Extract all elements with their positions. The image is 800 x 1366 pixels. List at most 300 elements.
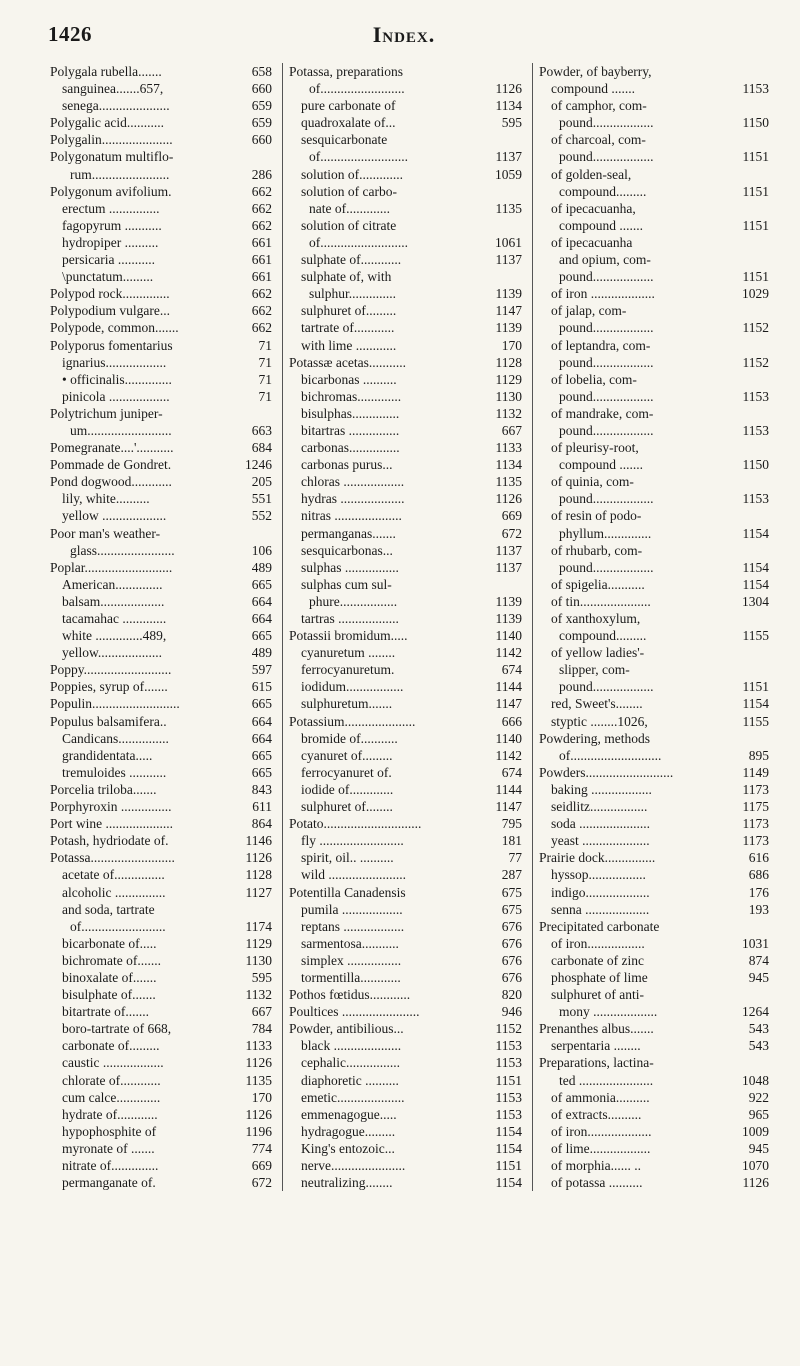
entry-term: pinicola .................. [62, 388, 170, 404]
entry-page-ref: 667 [501, 422, 522, 438]
entry-page-ref: 1150 [742, 457, 769, 473]
entry-term: of resin of podo- [551, 508, 642, 524]
entry-page-ref: 170 [501, 337, 522, 353]
index-entry [289, 832, 522, 849]
index-entry [50, 542, 272, 559]
index-entry [289, 781, 522, 798]
entry-term: American.............. [62, 576, 163, 592]
entry-term: serpentaria ........ [551, 1038, 641, 1054]
entry-page-ref: 661 [251, 234, 272, 250]
index-entry [50, 302, 272, 319]
entry-page-ref: 1133 [495, 440, 522, 456]
entry-page-ref: 1151 [495, 1072, 522, 1088]
entry-term: phure................. [309, 593, 398, 609]
index-entry [539, 405, 769, 422]
entry-term: slipper, com- [559, 662, 630, 678]
index-entry [289, 969, 522, 986]
entry-page-ref: 1059 [495, 166, 522, 182]
index-entry [289, 354, 522, 371]
index-entry [539, 918, 769, 935]
entry-page-ref: 1140 [495, 730, 522, 746]
entry-term: pound.................. [559, 269, 654, 285]
entry-term: pure carbonate of [301, 98, 396, 114]
index-entry [289, 678, 522, 695]
entry-page-ref: 1153 [742, 81, 769, 97]
index-entry [539, 1140, 769, 1157]
index-entry [539, 507, 769, 524]
entry-term: solution of............. [301, 166, 404, 182]
index-entry [289, 183, 522, 200]
entry-term: of iron ................... [551, 286, 655, 302]
index-entry [289, 473, 522, 490]
entry-term: Powdering, methods [539, 730, 650, 746]
entry-term: Potassa......................... [50, 850, 175, 866]
index-entry [50, 183, 272, 200]
entry-page-ref: 945 [748, 969, 769, 985]
entry-term: pumila .................. [301, 901, 403, 917]
entry-page-ref: 672 [251, 1175, 272, 1191]
entry-term: rum....................... [70, 166, 170, 182]
entry-term: bisulphas.............. [301, 405, 400, 421]
entry-page-ref: 667 [251, 1004, 272, 1020]
index-entry [289, 285, 522, 302]
entry-term: acetate of............... [62, 867, 165, 883]
entry-term: sulphate of, with [301, 269, 392, 285]
entry-term: compound ....... [551, 81, 635, 97]
index-entry [50, 969, 272, 986]
entry-page-ref: 1126 [495, 491, 522, 507]
index-entry [50, 918, 272, 935]
entry-page-ref: 660 [251, 81, 272, 97]
index-entry [539, 593, 769, 610]
entry-page-ref: 843 [251, 781, 272, 797]
index-entry [50, 473, 272, 490]
entry-page-ref: 1130 [245, 952, 272, 968]
index-entry [50, 661, 272, 678]
index-entry [539, 627, 769, 644]
index-entry [289, 200, 522, 217]
entry-term: Polyporus fomentarius [50, 337, 173, 353]
index-entry [289, 593, 522, 610]
entry-page-ref: 1154 [495, 1123, 522, 1139]
index-column-2 [282, 63, 522, 1191]
index-entry [50, 593, 272, 610]
entry-term: senna ................... [551, 901, 650, 917]
entry-term: pound.................. [559, 491, 654, 507]
entry-term: sarmentosa........... [301, 935, 399, 951]
index-entry [289, 884, 522, 901]
entry-term: pound.................. [559, 354, 654, 370]
entry-term: iodidum................. [301, 679, 404, 695]
entry-page-ref: 895 [748, 747, 769, 763]
entry-page-ref: 658 [251, 64, 272, 79]
entry-page-ref: 676 [501, 969, 522, 985]
entry-page-ref: 1173 [742, 816, 769, 832]
index-entry [289, 268, 522, 285]
entry-term: of yellow ladies'- [551, 645, 645, 661]
entry-term: of morphia...... .. [551, 1158, 641, 1173]
index-entry [539, 969, 769, 986]
entry-page-ref: 1174 [245, 918, 272, 934]
index-entry [50, 525, 272, 542]
entry-page-ref: 774 [251, 1140, 272, 1156]
entry-page-ref: 1126 [742, 1175, 769, 1191]
entry-page-ref: 1153 [495, 1055, 522, 1071]
index-entry [539, 490, 769, 507]
entry-term: simplex ................ [301, 952, 402, 968]
index-entry [50, 319, 272, 336]
entry-term: of iron................... [551, 1123, 652, 1139]
entry-page-ref: 674 [501, 764, 522, 780]
entry-term: lily, white.......... [62, 491, 150, 507]
entry-term: quadroxalate of... [301, 115, 396, 131]
entry-term: tartrate of............ [301, 320, 395, 336]
entry-page-ref: 665 [251, 764, 272, 780]
entry-page-ref: 664 [251, 730, 272, 746]
entry-term: \punctatum......... [62, 269, 154, 285]
entry-term: of mandrake, com- [551, 405, 654, 421]
index-entry [539, 251, 769, 268]
entry-term: ignarius.................. [62, 354, 167, 370]
entry-term: wild ....................... [301, 867, 407, 883]
entry-term: of lobelia, com- [551, 371, 637, 387]
entry-term: carbonas purus... [301, 457, 393, 473]
entry-term: sulphas ................ [301, 559, 399, 575]
entry-term: permanganate of. [62, 1175, 156, 1191]
entry-page-ref: 1154 [742, 576, 769, 592]
entry-page-ref: 1133 [245, 1038, 272, 1054]
index-entry [539, 1072, 769, 1089]
entry-term: reptans .................. [301, 918, 405, 934]
entry-page-ref: 676 [501, 935, 522, 951]
index-entry [539, 525, 769, 542]
entry-page-ref: 1196 [245, 1123, 272, 1139]
entry-page-ref: 1153 [495, 1089, 522, 1105]
index-entry [50, 559, 272, 576]
entry-page-ref: 1264 [742, 1004, 769, 1020]
index-entry [539, 576, 769, 593]
entry-term: seidlitz................. [551, 799, 648, 815]
entry-page-ref: 664 [251, 713, 272, 729]
entry-page-ref: 1173 [742, 781, 769, 797]
entry-page-ref: 864 [251, 816, 272, 832]
entry-page-ref: 659 [251, 115, 272, 131]
index-entry [50, 798, 272, 815]
index-entry [289, 439, 522, 456]
entry-term: Poplar.......................... [50, 559, 173, 575]
index-entry [289, 166, 522, 183]
index-entry [539, 319, 769, 336]
entry-page-ref: 1151 [742, 217, 769, 233]
entry-term: bicarbonas .......... [301, 371, 397, 387]
entry-page-ref: 665 [251, 628, 272, 644]
entry-term: Preparations, lactina- [539, 1055, 654, 1071]
index-entry [539, 131, 769, 148]
entry-page-ref: 922 [748, 1089, 769, 1105]
index-entry [289, 525, 522, 542]
index-column-3 [532, 63, 769, 1191]
index-entry [50, 849, 272, 866]
entry-page-ref: 552 [251, 508, 272, 524]
entry-page-ref: 1149 [742, 764, 769, 780]
entry-term: Potentilla Canadensis [289, 884, 406, 900]
entry-term: bichromas............. [301, 388, 402, 404]
entry-term: styptic ........1026, [551, 713, 648, 729]
index-entry [50, 1174, 272, 1191]
index-entry [539, 661, 769, 678]
entry-term: yeast .................... [551, 833, 650, 849]
index-entry [539, 1174, 769, 1191]
entry-page-ref: 675 [501, 884, 522, 900]
index-entry [289, 1140, 522, 1157]
entry-term: tormentilla............ [301, 969, 401, 985]
entry-page-ref: 181 [501, 833, 522, 849]
entry-term: Prenanthes albus....... [539, 1021, 654, 1037]
entry-page-ref: 945 [748, 1140, 769, 1156]
entry-page-ref: 1142 [495, 645, 522, 661]
entry-term: Polygonatum multiflo- [50, 149, 174, 165]
index-entry [50, 1003, 272, 1020]
entry-term: pound.................. [559, 115, 654, 131]
entry-page-ref: 686 [748, 867, 769, 883]
entry-term: boro-tartrate of 668, [62, 1021, 172, 1037]
index-entry [289, 935, 522, 952]
entry-page-ref: 1137 [495, 559, 522, 575]
index-entry [50, 456, 272, 473]
index-entry [50, 952, 272, 969]
entry-page-ref: 665 [251, 576, 272, 592]
index-entry [289, 319, 522, 336]
index-entry [539, 456, 769, 473]
entry-term: black .................... [301, 1038, 402, 1054]
entry-term: hydragogue......... [301, 1123, 396, 1139]
index-entry [50, 405, 272, 422]
entry-term: of ipecacuanha, [551, 200, 636, 216]
entry-term: Porphyroxin ............... [50, 799, 172, 815]
index-entry [539, 302, 769, 319]
entry-page-ref: 663 [251, 422, 272, 438]
index-entry [539, 200, 769, 217]
index-entry [289, 1089, 522, 1106]
entry-page-ref: 170 [251, 1089, 272, 1105]
entry-term: Potassii bromidum..... [289, 628, 408, 644]
index-entry [50, 285, 272, 302]
entry-term: senega..................... [62, 98, 170, 114]
entry-term: Poultices ....................... [289, 1004, 420, 1020]
index-entry [50, 832, 272, 849]
entry-page-ref: 71 [258, 371, 272, 387]
entry-term: grandidentata..... [62, 747, 153, 763]
entry-page-ref: 595 [251, 969, 272, 985]
index-entry [289, 1174, 522, 1191]
entry-term: carbonate of zinc [551, 952, 644, 968]
entry-page-ref: 664 [251, 593, 272, 609]
entry-page-ref: 489 [251, 559, 272, 575]
index-entry [539, 388, 769, 405]
entry-term: soda ..................... [551, 816, 650, 832]
index-entry [539, 713, 769, 730]
entry-term: of......................... [309, 81, 405, 97]
entry-page-ref: 1130 [495, 388, 522, 404]
entry-term: white ..............489, [62, 628, 167, 644]
entry-page-ref: 1139 [495, 320, 522, 336]
entry-page-ref: 676 [501, 952, 522, 968]
index-entry [289, 1020, 522, 1037]
entry-page-ref: 1139 [495, 286, 522, 302]
entry-page-ref: 1151 [742, 183, 769, 199]
entry-term: nitras .................... [301, 508, 402, 524]
entry-term: Potato............................. [289, 816, 422, 832]
entry-term: ferrocyanuretum. [301, 662, 395, 678]
index-entry [539, 781, 769, 798]
entry-term: sulphate of............ [301, 252, 402, 268]
entry-term: Pommade de Gondret. [50, 457, 172, 473]
entry-page-ref: 1304 [742, 593, 769, 609]
index-entry [50, 490, 272, 507]
index-entry [50, 678, 272, 695]
index-entry [289, 388, 522, 405]
index-entry [539, 422, 769, 439]
index-entry [289, 422, 522, 439]
entry-term: Polypodium vulgare... [50, 303, 170, 319]
entry-term: cephalic................ [301, 1055, 400, 1071]
entry-term: Polygalin..................... [50, 132, 173, 148]
entry-term: pound.................. [559, 559, 654, 575]
index-entry [539, 730, 769, 747]
entry-term: bitartras ............... [301, 422, 400, 438]
entry-term: Populus balsamifera.. [50, 713, 167, 729]
index-entry [50, 131, 272, 148]
entry-term: of ammonia.......... [551, 1089, 650, 1105]
entry-term: Polypode, common....... [50, 320, 179, 336]
index-entry [50, 986, 272, 1003]
entry-term: cyanuret of......... [301, 747, 393, 763]
entry-page-ref: 1173 [742, 833, 769, 849]
index-entry [289, 80, 522, 97]
index-entry [50, 1089, 272, 1106]
index-entry [289, 747, 522, 764]
index-entry [50, 644, 272, 661]
entry-term: pound.................. [559, 320, 654, 336]
entry-term: pound.................. [559, 388, 654, 404]
entry-page-ref: 820 [501, 987, 522, 1003]
index-entry [539, 183, 769, 200]
entry-term: red, Sweet's........ [551, 696, 643, 712]
entry-page-ref: 662 [251, 217, 272, 233]
index-entry [289, 507, 522, 524]
index-entry [539, 234, 769, 251]
entry-page-ref: 665 [251, 747, 272, 763]
entry-page-ref: 674 [501, 662, 522, 678]
entry-page-ref: 616 [748, 850, 769, 866]
index-entry [50, 97, 272, 114]
index-entry [289, 576, 522, 593]
entry-page-ref: 1147 [495, 696, 522, 712]
page-number: 1426 [48, 22, 92, 46]
index-entry [50, 1106, 272, 1123]
entry-page-ref: 1154 [742, 525, 769, 541]
index-entry [50, 388, 272, 405]
entry-page-ref: 662 [251, 183, 272, 199]
entry-term: nerve...................... [301, 1158, 406, 1173]
index-entry [289, 1123, 522, 1140]
index-entry [289, 866, 522, 883]
entry-term: um......................... [70, 422, 172, 438]
index-entry [50, 251, 272, 268]
index-entry [50, 781, 272, 798]
entry-term: Potassium..................... [289, 713, 416, 729]
index-entry [539, 1157, 769, 1174]
entry-page-ref: 1144 [495, 781, 522, 797]
index-entry [289, 661, 522, 678]
entry-page-ref: 1129 [245, 935, 272, 951]
entry-page-ref: 1144 [495, 679, 522, 695]
entry-term: Populin.......................... [50, 696, 180, 712]
entry-page-ref: 77 [508, 850, 522, 866]
entry-page-ref: 661 [251, 269, 272, 285]
entry-page-ref: 1031 [742, 935, 769, 951]
entry-term: hydropiper .......... [62, 234, 159, 250]
index-entry [289, 901, 522, 918]
entry-term: of potassa .......... [551, 1175, 643, 1191]
entry-term: Pomegranate....'........... [50, 440, 174, 456]
entry-page-ref: 595 [501, 115, 522, 131]
entry-page-ref: 1137 [495, 542, 522, 558]
entry-page-ref: 1139 [495, 611, 522, 626]
index-entry [289, 251, 522, 268]
entry-page-ref: 193 [748, 901, 769, 917]
entry-page-ref: 1061 [495, 234, 522, 250]
entry-term: Candicans............... [62, 730, 169, 746]
entry-page-ref: 1126 [245, 850, 272, 866]
entry-page-ref: 662 [251, 286, 272, 302]
index-entry [539, 952, 769, 969]
entry-term: indigo................... [551, 884, 650, 900]
entry-term: sanguinea.......657, [62, 81, 164, 97]
entry-page-ref: 662 [251, 200, 272, 216]
entry-term: Poppies, syrup of....... [50, 679, 168, 695]
index-entry [539, 473, 769, 490]
index-entry [50, 63, 272, 80]
index-entry [289, 148, 522, 165]
index-entry [539, 832, 769, 849]
entry-page-ref: 1140 [495, 628, 522, 644]
index-entry [50, 337, 272, 354]
index-entry [289, 695, 522, 712]
entry-page-ref: 543 [748, 1021, 769, 1037]
entry-term: carbonate of......... [62, 1038, 160, 1054]
entry-term: chloras .................. [301, 474, 405, 490]
index-entry [50, 354, 272, 371]
entry-term: Potassa, preparations [289, 64, 403, 79]
index-entry [50, 764, 272, 781]
entry-page-ref: 1152 [495, 1021, 522, 1037]
entry-term: bicarbonate of..... [62, 935, 157, 951]
entry-term: Poor man's weather- [50, 525, 161, 541]
entry-term: sulphuret of......... [301, 303, 397, 319]
entry-page-ref: 1151 [742, 269, 769, 285]
index-entry [539, 986, 769, 1003]
entry-page-ref: 543 [748, 1038, 769, 1054]
entry-term: pound.................. [559, 679, 654, 695]
entry-term: compound......... [559, 183, 647, 199]
index-entry [50, 610, 272, 627]
entry-page-ref: 1142 [495, 747, 522, 763]
index-entry [539, 610, 769, 627]
entry-term: sulphuretum....... [301, 696, 393, 712]
entry-term: of charcoal, com- [551, 132, 646, 148]
entry-page-ref: 1132 [245, 987, 272, 1003]
